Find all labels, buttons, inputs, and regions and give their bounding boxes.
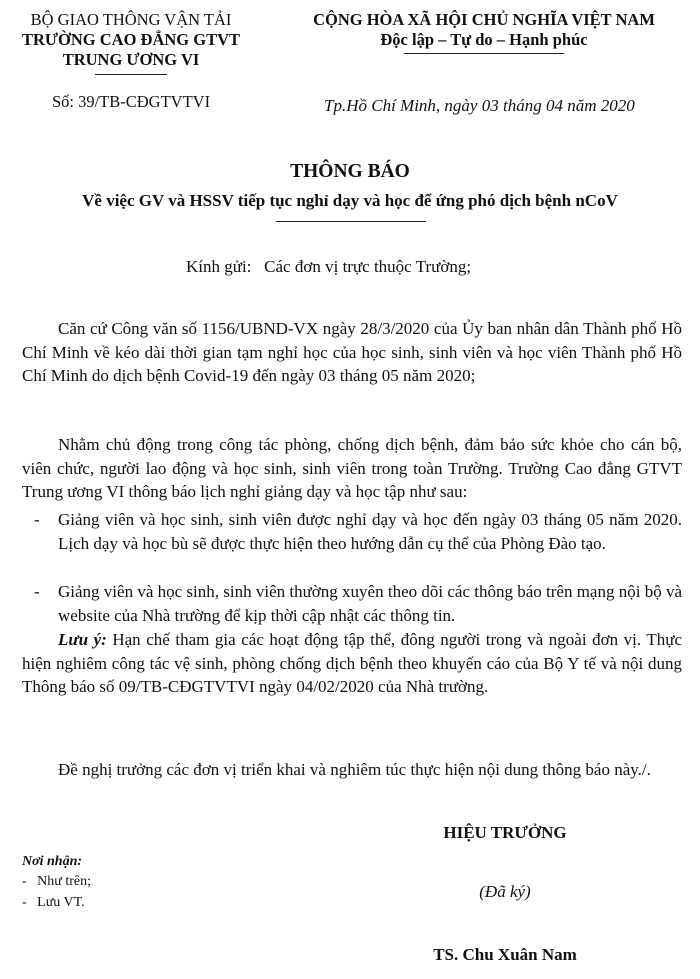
list-item: [22, 872, 91, 891]
issuing-school-line2: TRUNG ƯƠNG VI: [62, 50, 200, 69]
nation-title: CỘNG HÒA XÃ HỘI CHỦ NGHĨA VIỆT NAM: [313, 10, 655, 29]
recipient-item: Lưu VT.: [37, 895, 85, 910]
issue-date: Tp.Hồ Chí Minh, ngày 03 tháng 04 năm 2020: [324, 96, 635, 115]
note-label: Lưu ý:: [58, 630, 107, 649]
recipients-label: Nơi nhận:: [22, 854, 83, 869]
bullet-text: Giảng viên và học sinh, sinh viên thường xuyên theo dõi các thông báo trên mạng nội bộ và website của Nhà trường để kịp thời cập nhật các thông tin.: [58, 582, 682, 625]
bullet-marker: -: [34, 510, 40, 529]
signer-position: HIỆU TRƯỞNG: [443, 823, 567, 842]
issuing-school-line1: TRƯỜNG CAO ĐẲNG GTVT: [21, 30, 241, 49]
recipient-marker: -: [22, 895, 27, 910]
recipient-label: Kính gửi:: [186, 257, 252, 276]
bullet-marker: -: [34, 582, 40, 601]
recipient-item: Như trên;: [37, 874, 92, 889]
header-left-underline: [95, 74, 167, 75]
issuing-ministry: BỘ GIAO THÔNG VẬN TẢI: [30, 10, 232, 29]
recipient-value: Các đơn vị trực thuộc Trường;: [264, 257, 472, 276]
paragraph-legal-basis: Căn cứ Công văn số 1156/UBND-VX ngày 28/3/2020 của Ủy ban nhân dân Thành phố Hồ Chí Minh về kéo dài thời gian tạm nghỉ học của học sinh, sinh viên và học viên Thành phố Hồ Chí Minh do dịch bệnh Covid-19 đến ngày 03 tháng 05 năm 2020;: [22, 319, 682, 385]
motto-underline: [404, 53, 564, 54]
document-title: THÔNG BÁO: [290, 161, 410, 182]
list-item: [22, 580, 682, 627]
recipient-marker: -: [22, 874, 27, 889]
document-subject: Về việc GV và HSSV tiếp tục nghỉ dạy và học để ứng phó dịch bệnh nCoV: [82, 191, 618, 210]
subject-underline: [276, 221, 426, 222]
recipient-line: [186, 255, 471, 278]
national-motto: Độc lập – Tự do – Hạnh phúc: [380, 30, 588, 49]
paragraph-closing: Đề nghị trưởng các đơn vị triển khai và nghiêm túc thực hiện nội dung thông báo này./.: [58, 760, 651, 779]
list-item: [22, 893, 85, 912]
bullet-text: Giảng viên và học sinh, sinh viên được nghỉ dạy và học đến ngày 03 tháng 05 năm 2020. Lịch dạy và học bù sẽ được thực hiện theo hướng dẫn cụ thể của Phòng Đào tạo.: [58, 510, 682, 553]
signer-name: TS. Chu Xuân Nam: [433, 945, 577, 964]
document-number: Số: 39/TB-CĐGTVTVI: [51, 92, 211, 111]
note-text: Hạn chế tham gia các hoạt động tập thể, đông người trong và ngoài đơn vị. Thực hiện nghiêm công tác vệ sinh, phòng chống dịch bệnh theo khuyến cáo của Bộ Y tế và nội dung Thông báo số 09/TB-CĐGTVTVI ngày 04/02/2020 của Nhà trường.: [22, 630, 683, 696]
list-item: [22, 508, 682, 555]
paragraph-note: [22, 628, 682, 699]
paragraph-purpose: Nhằm chủ động trong công tác phòng, chống dịch bệnh, đảm bảo sức khỏe cho cán bộ, viên chức, người lao động và học sinh, sinh viên trong toàn Trường. Trường Cao đẳng GTVT Trung ương VI thông báo lịch nghỉ giảng dạy và học tập như sau:: [22, 435, 682, 501]
signed-note: (Đã ký): [479, 882, 531, 901]
